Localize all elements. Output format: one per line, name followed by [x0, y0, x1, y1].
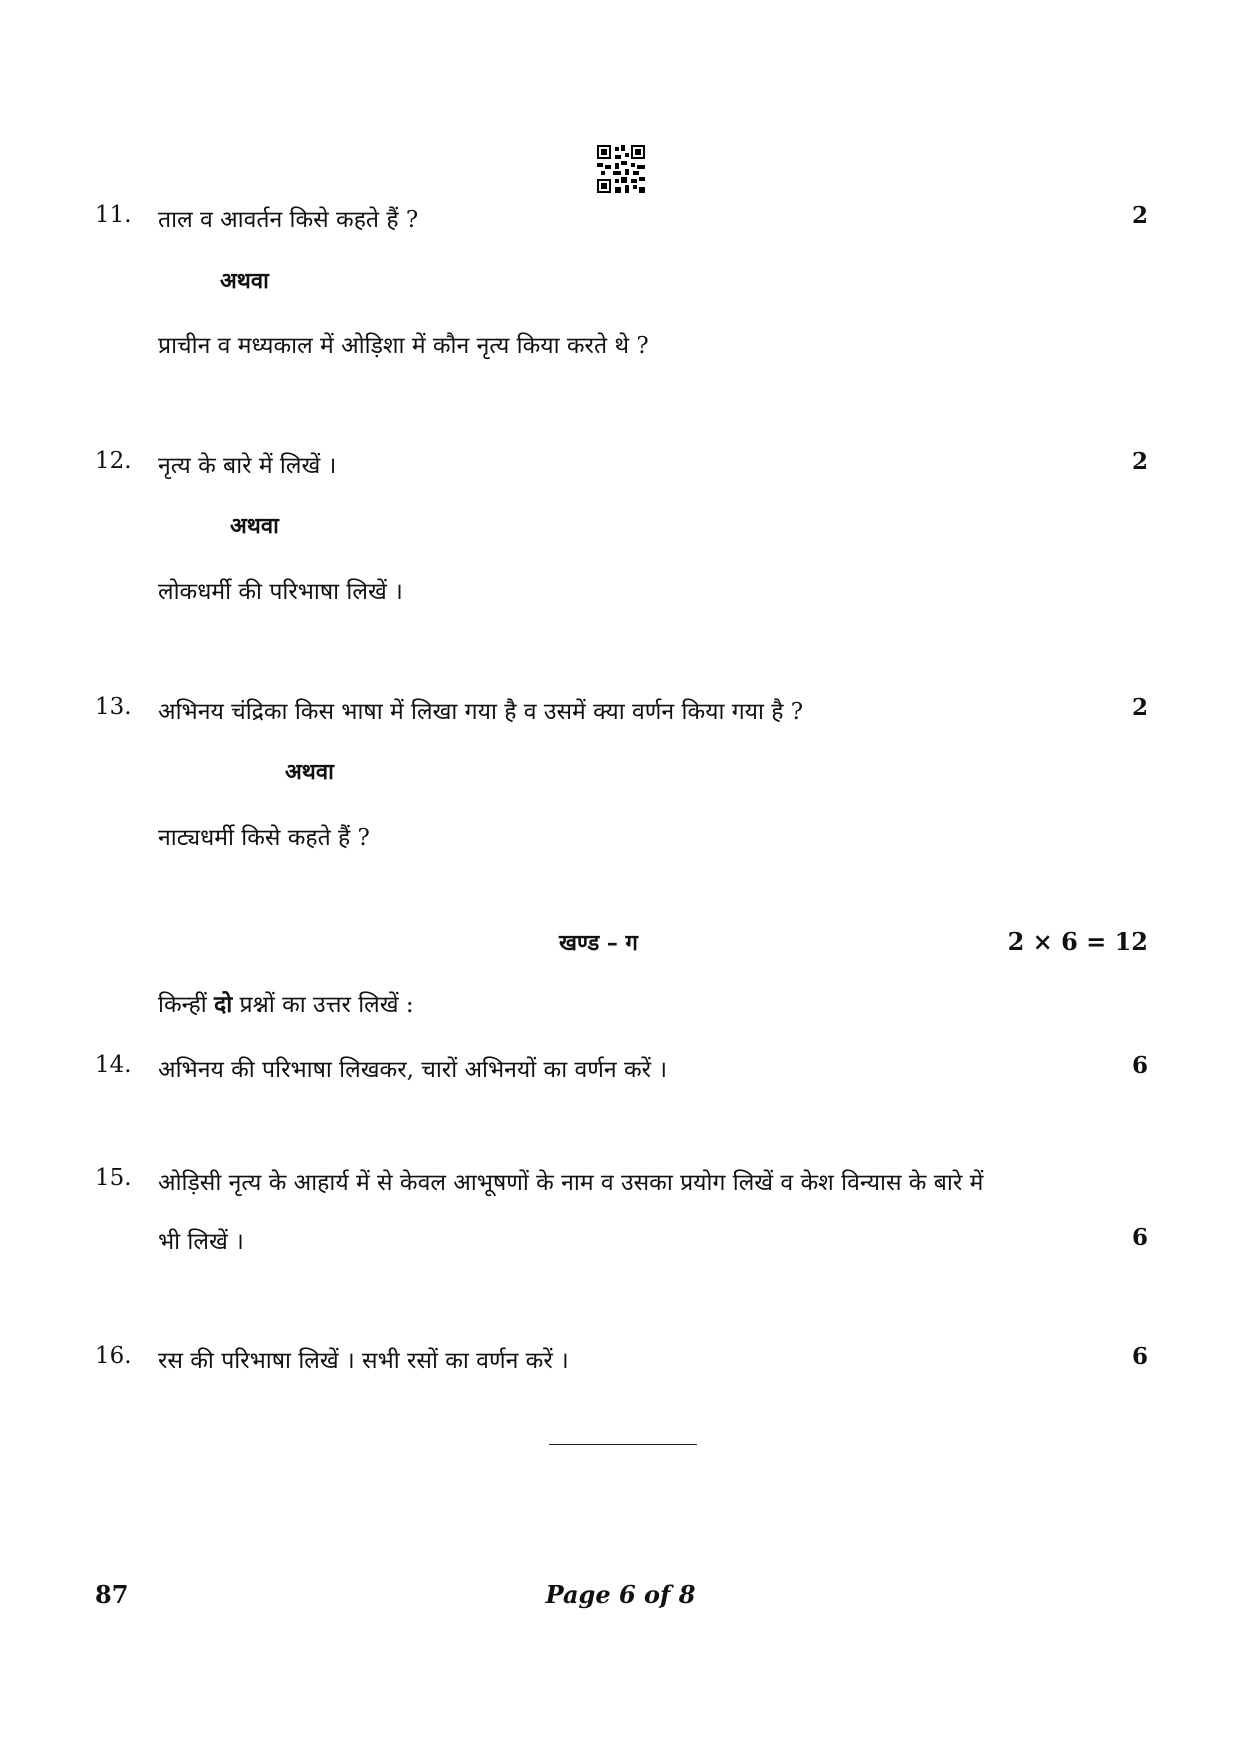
section-instruction: किन्हीं दो प्रश्नों का उत्तर लिखें : [158, 991, 414, 1018]
or-label: अथवा [285, 759, 334, 785]
question-marks: 6 [1131, 1343, 1148, 1370]
question-text: ओड़िसी नृत्य के आहार्य में से केवल आभूषणों के नाम व उसका प्रयोग लिखें व केश विन्यास के बारे में [158, 1170, 984, 1196]
question-number: 12. [95, 448, 132, 474]
question-text: अभिनय चंद्रिका किस भाषा में लिखा गया है व उसमें क्या वर्णन किया गया है ? [158, 699, 804, 725]
question-text: रस की परिभाषा लिखें । सभी रसों का वर्णन करें । [158, 1348, 569, 1374]
question-number: 14. [95, 1052, 132, 1078]
section-title: खण्ड – ग [559, 930, 638, 956]
paper-code: 87 [95, 1580, 129, 1609]
end-divider [549, 1444, 697, 1445]
question-marks: 2 [1131, 202, 1148, 229]
question-text: नृत्य के बारे में लिखें । [158, 453, 337, 479]
question-text-continued: भी लिखें । [158, 1229, 244, 1255]
alternative-question-text: प्राचीन व मध्यकाल में ओड़िशा में कौन नृत्य किया करते थे ? [158, 333, 649, 359]
qr-code-icon [597, 145, 645, 193]
question-marks: 2 [1131, 448, 1148, 475]
question-marks: 6 [1131, 1224, 1148, 1251]
page-number: Page 6 of 8 [545, 1580, 696, 1609]
question-number: 15. [95, 1165, 132, 1191]
question-marks: 6 [1131, 1052, 1148, 1079]
question-number: 13. [95, 694, 132, 720]
section-marks: 2 × 6 = 12 [1007, 927, 1148, 956]
alternative-question-text: लोकधर्मी की परिभाषा लिखें । [158, 579, 403, 605]
question-number: 11. [95, 202, 132, 228]
or-label: अथवा [220, 268, 269, 294]
question-text: ताल व आवर्तन किसे कहते हैं ? [158, 207, 419, 233]
or-label: अथवा [230, 513, 279, 539]
alternative-question-text: नाट्यधर्मी किसे कहते हैं ? [158, 825, 370, 851]
question-marks: 2 [1131, 694, 1148, 721]
question-text: अभिनय की परिभाषा लिखकर, चारों अभिनयों का वर्णन करें । [158, 1057, 668, 1083]
question-number: 16. [95, 1343, 132, 1369]
